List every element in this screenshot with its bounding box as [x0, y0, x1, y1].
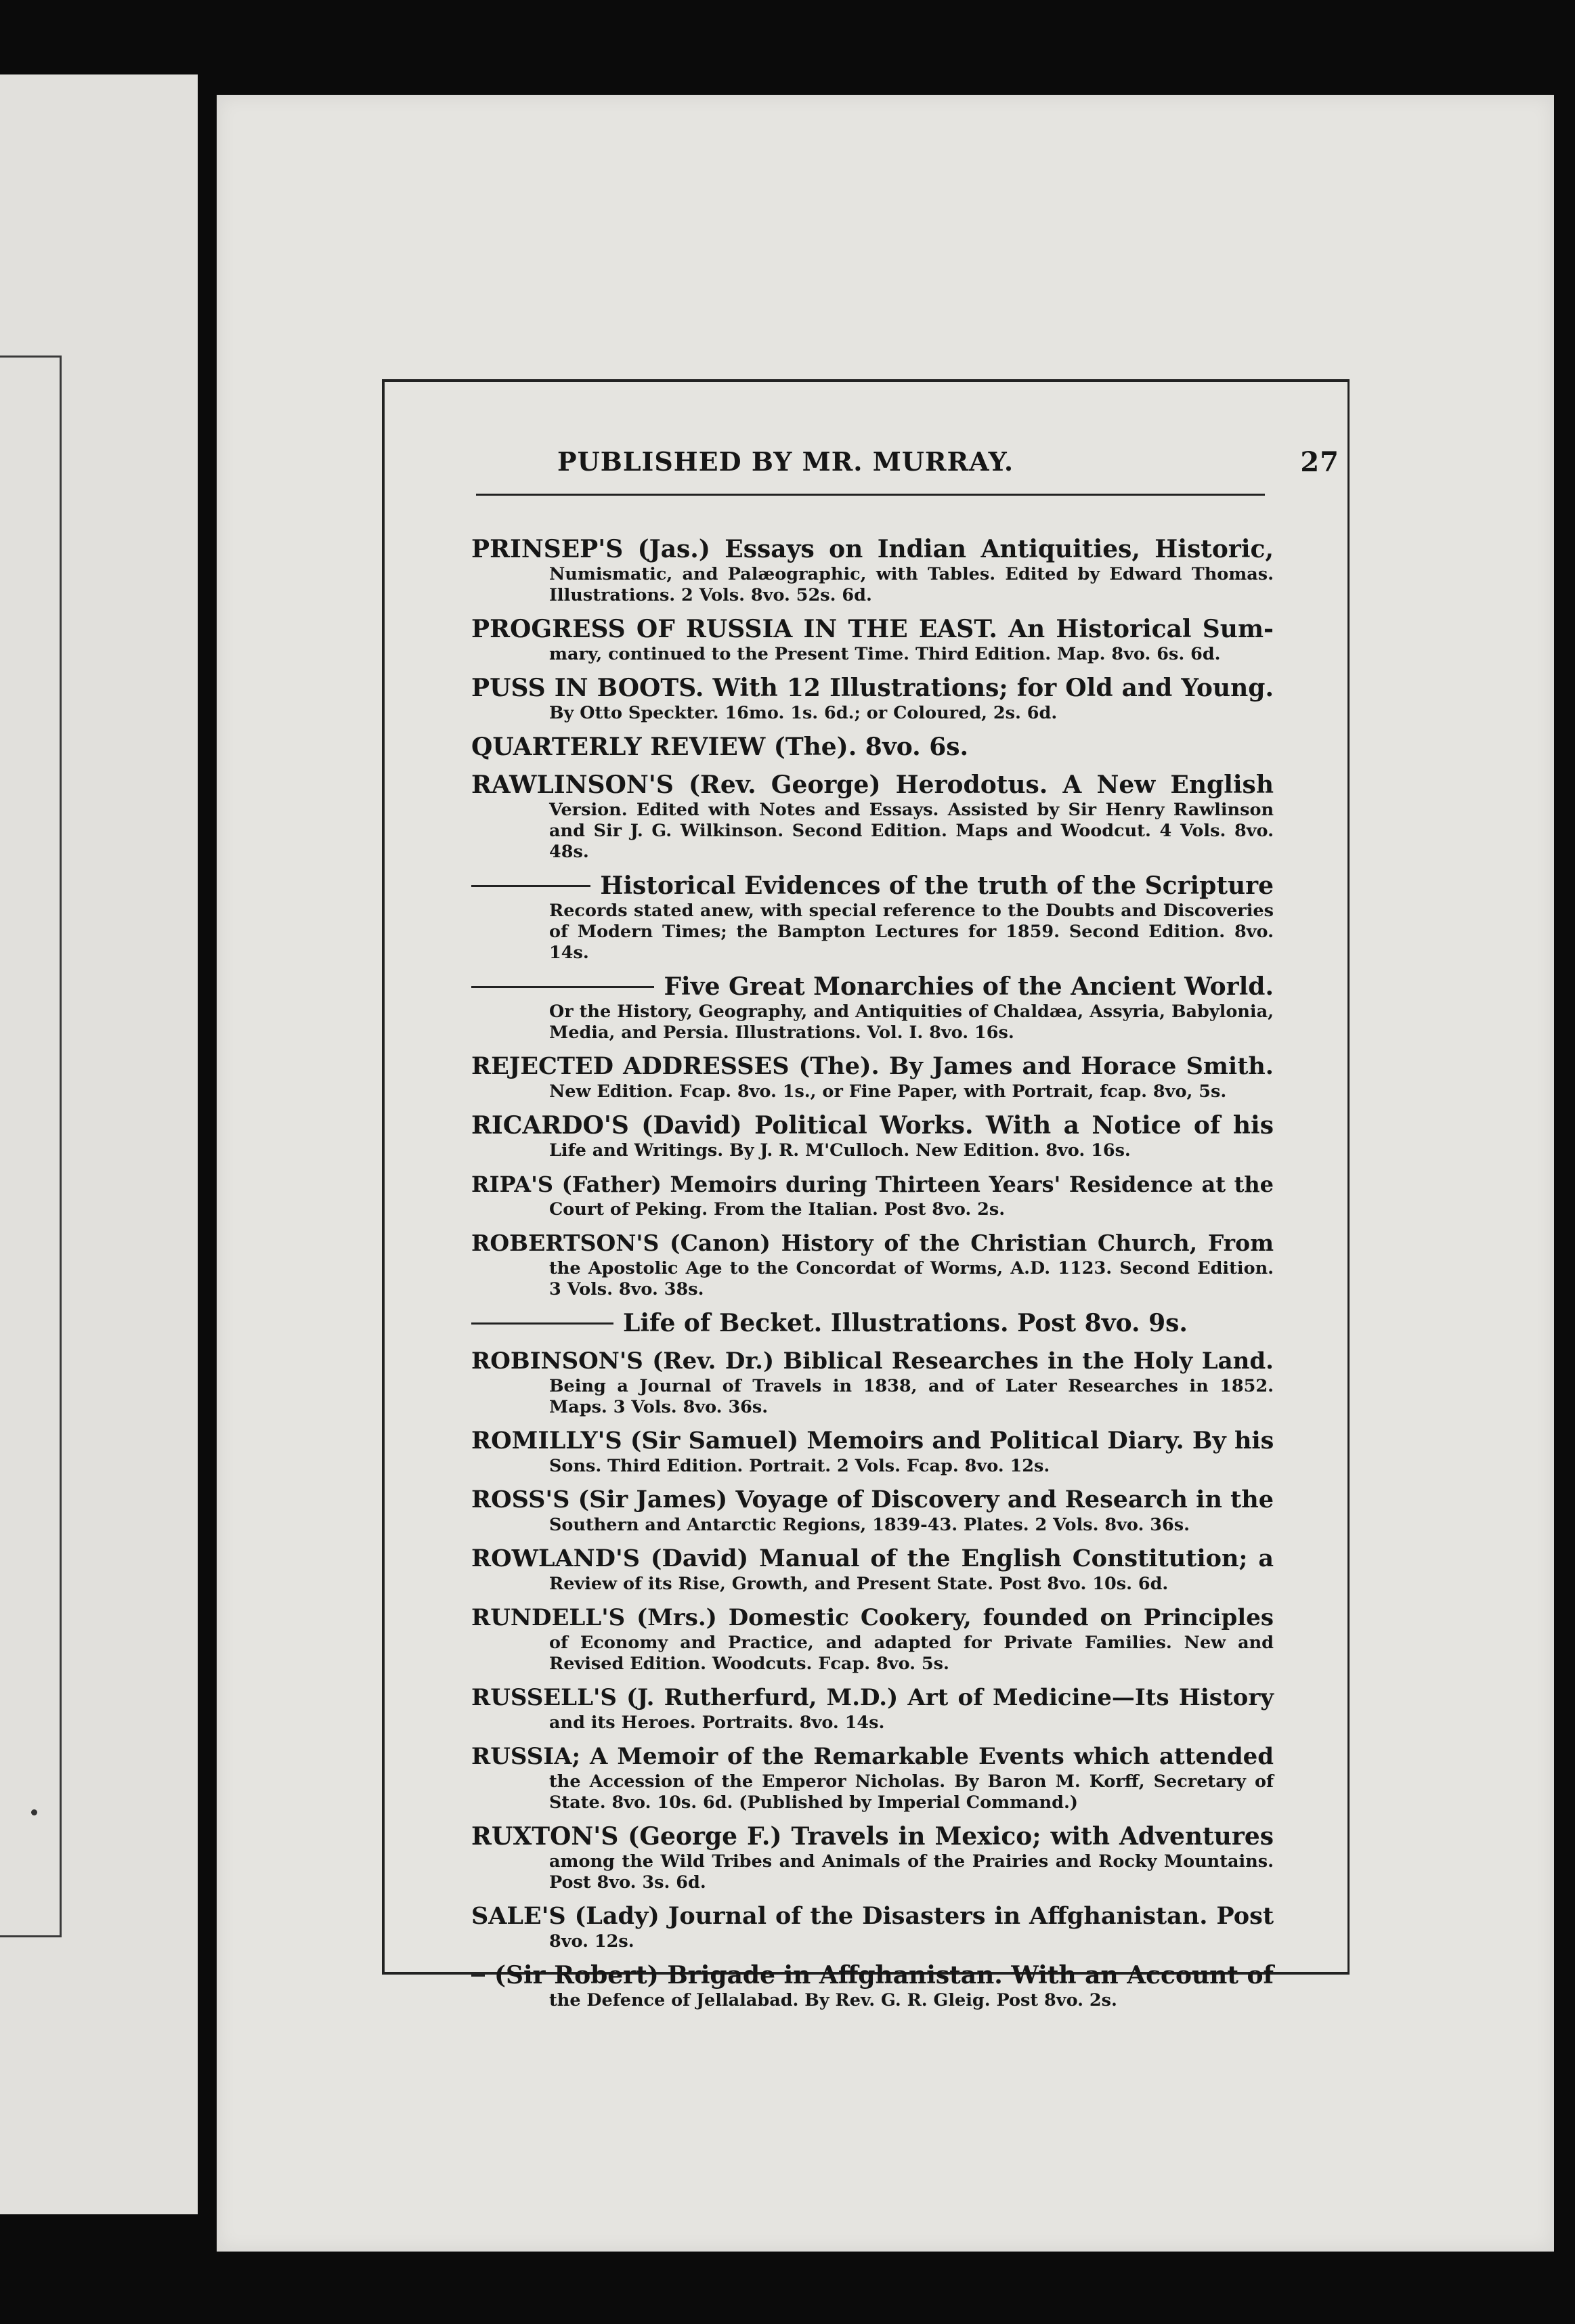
entry-description: Records stated anew, with special reference to the Doubts and Discoveries of Modern Times; the Bampton Lectures for 1859. Second Edition. 8vo. 14s. [549, 901, 1274, 963]
entry-description: the Apostolic Age to the Concordat of Worms, A.D. 1123. Second Edition. 3 Vols. 8vo. 38s. [549, 1258, 1274, 1299]
catalogue-entry [471, 534, 1274, 606]
catalogue-entry [471, 770, 1274, 863]
catalogue-entry [471, 732, 1274, 762]
entry-heading: QUARTERLY REVIEW (The). 8vo. 6s. [471, 733, 969, 761]
catalogue-entry [471, 1228, 1274, 1300]
entry-heading: ROWLAND'S (David) Manual of the English Constitution; a [471, 1545, 1274, 1572]
catalogue-entry [471, 1960, 1274, 2011]
entry-description: Version. Edited with Notes and Essays. Assisted by Sir Henry Rawlinson and Sir J. G. Wilkinson. Second Edition. Maps and Woodcut. 4 Vols. 8vo. 48s. [549, 800, 1274, 862]
entry-heading: RICARDO'S (David) Political Works. With a Notice of his [471, 1111, 1274, 1140]
entry-description: By Otto Speckter. 16mo. 1s. 6d.; or Coloured, 2s. 6d. [549, 703, 1058, 723]
header-rule [476, 494, 1265, 496]
entry-heading: RIPA'S (Father) Memoirs during Thirteen Years' Residence at the [471, 1171, 1274, 1197]
catalogue-entry [471, 972, 1274, 1043]
catalogue-entry [471, 1603, 1274, 1675]
catalogue-entry [471, 1742, 1274, 1813]
entry-heading: ROSS'S (Sir James) Voyage of Discovery and Research in the [471, 1486, 1274, 1513]
entry-heading: PRINSEP'S (Jas.) Essays on Indian Antiquities, Historic, [471, 535, 1274, 563]
entry-description: mary, continued to the Present Time. Third Edition. Map. 8vo. 6s. 6d. [549, 644, 1221, 664]
ditto-rule [471, 1975, 485, 1977]
catalogue-entry [471, 1683, 1274, 1734]
entry-description: Court of Peking. From the Italian. Post 8vo. 2s. [549, 1199, 1006, 1220]
left-page-frame [0, 356, 62, 1937]
entry-heading: ROBINSON'S (Rev. Dr.) Biblical Researches in the Holy Land. [471, 1348, 1274, 1375]
entry-description: Numismatic, and Palæographic, with Tables. Edited by Edward Thomas. Illustrations. 2 Vols. 8vo. 52s. 6d. [549, 564, 1274, 605]
left-page [0, 74, 198, 2214]
entry-heading: PROGRESS OF RUSSIA IN THE EAST. An Historical Sum- [471, 615, 1274, 643]
entry-description: Southern and Antarctic Regions, 1839-43. Plates. 2 Vols. 8vo. 36s. [549, 1515, 1190, 1535]
entry-description: and its Heroes. Portraits. 8vo. 14s. [549, 1713, 885, 1733]
book-page [217, 95, 1554, 2252]
entry-description: the Accession of the Emperor Nicholas. By Baron M. Korff, Secretary of State. 8vo. 10s. 6d. (Published by Imperial Command.) [549, 1771, 1274, 1813]
catalogue-entries [471, 534, 1274, 2019]
entry-heading: RUXTON'S (George F.) Travels in Mexico; with Adventures [471, 1822, 1274, 1851]
entry-heading: Five Great Monarchies of the Ancient World. [664, 972, 1274, 1001]
catalogue-entry [471, 1052, 1274, 1102]
entry-description: New Edition. Fcap. 8vo. 1s., or Fine Paper, with Portrait, fcap. 8vo, 5s. [549, 1081, 1227, 1102]
entry-description: among the Wild Tribes and Animals of the Prairies and Rocky Mountains. Post 8vo. 3s. 6d. [549, 1851, 1274, 1893]
catalogue-entry [471, 1346, 1274, 1418]
catalogue-entry [471, 1169, 1274, 1220]
entry-heading: (Sir Robert) Brigade in Affghanistan. With an Account of [494, 1961, 1274, 1989]
entry-heading-continued [471, 1960, 1274, 1990]
entry-heading-continued [471, 972, 1274, 1002]
entry-description: of Economy and Practice, and adapted for Private Families. New and Revised Edition. Woodcuts. Fcap. 8vo. 5s. [549, 1633, 1274, 1674]
entry-heading: PUSS IN BOOTS. With 12 Illustrations; for Old and Young. [471, 674, 1274, 702]
header-title: PUBLISHED BY MR. MURRAY. [557, 446, 1014, 477]
running-header [479, 446, 1339, 487]
catalogue-entry [471, 1822, 1274, 1893]
entry-heading: REJECTED ADDRESSES (The). By James and Horace Smith. [471, 1052, 1274, 1080]
page-frame [382, 379, 1350, 2010]
entry-heading-continued [471, 1308, 1274, 1338]
entry-heading: Life of Becket. Illustrations. Post 8vo. 9s. [623, 1309, 1188, 1337]
entry-heading-continued [471, 871, 1274, 901]
entry-description: Review of its Rise, Growth, and Present State. Post 8vo. 10s. 6d. [549, 1574, 1169, 1594]
catalogue-entry [471, 1111, 1274, 1161]
entry-description: 8vo. 12s. [549, 1931, 634, 1952]
catalogue-entry [471, 1308, 1274, 1338]
ink-spot [31, 1809, 37, 1815]
entry-heading: RUSSELL'S (J. Rutherfurd, M.D.) Art of Medicine—Its History [471, 1684, 1274, 1711]
ditto-rule [471, 1322, 613, 1325]
entry-heading: RUSSIA; A Memoir of the Remarkable Events which attended [471, 1743, 1274, 1770]
catalogue-entry [471, 614, 1274, 665]
entry-description: Or the History, Geography, and Antiquities of Chaldæa, Assyria, Babylonia, Media, and Persia. Illustrations. Vol. I. 8vo. 16s. [549, 1002, 1274, 1043]
catalogue-entry [471, 1426, 1274, 1477]
ditto-rule [471, 885, 590, 887]
catalogue-entry [471, 1544, 1274, 1595]
page-number: 27 [1300, 446, 1339, 478]
entry-description: Sons. Third Edition. Portrait. 2 Vols. Fcap. 8vo. 12s. [549, 1456, 1050, 1476]
entry-heading: RAWLINSON'S (Rev. George) Herodotus. A New English [471, 771, 1274, 799]
catalogue-entry [471, 1485, 1274, 1536]
ditto-rule [471, 986, 654, 988]
entry-heading: RUNDELL'S (Mrs.) Domestic Cookery, founded on Principles [471, 1604, 1274, 1631]
entry-description: the Defence of Jellalabad. By Rev. G. R. Gleig. Post 8vo. 2s. [549, 1990, 1117, 2010]
entry-heading: ROMILLY'S (Sir Samuel) Memoirs and Political Diary. By his [471, 1427, 1274, 1455]
catalogue-entry [471, 673, 1274, 724]
entry-description: Being a Journal of Travels in 1838, and of Later Researches in 1852. Maps. 3 Vols. 8vo. 36s. [549, 1376, 1274, 1417]
entry-heading: Historical Evidences of the truth of the Scripture [600, 872, 1274, 900]
entry-heading: SALE'S (Lady) Journal of the Disasters in Affghanistan. Post [471, 1902, 1274, 1930]
catalogue-entry [471, 871, 1274, 964]
entry-heading: ROBERTSON'S (Canon) History of the Christian Church, From [471, 1230, 1274, 1256]
entry-description: Life and Writings. By J. R. M'Culloch. New Edition. 8vo. 16s. [549, 1140, 1131, 1161]
catalogue-entry [471, 1901, 1274, 1952]
